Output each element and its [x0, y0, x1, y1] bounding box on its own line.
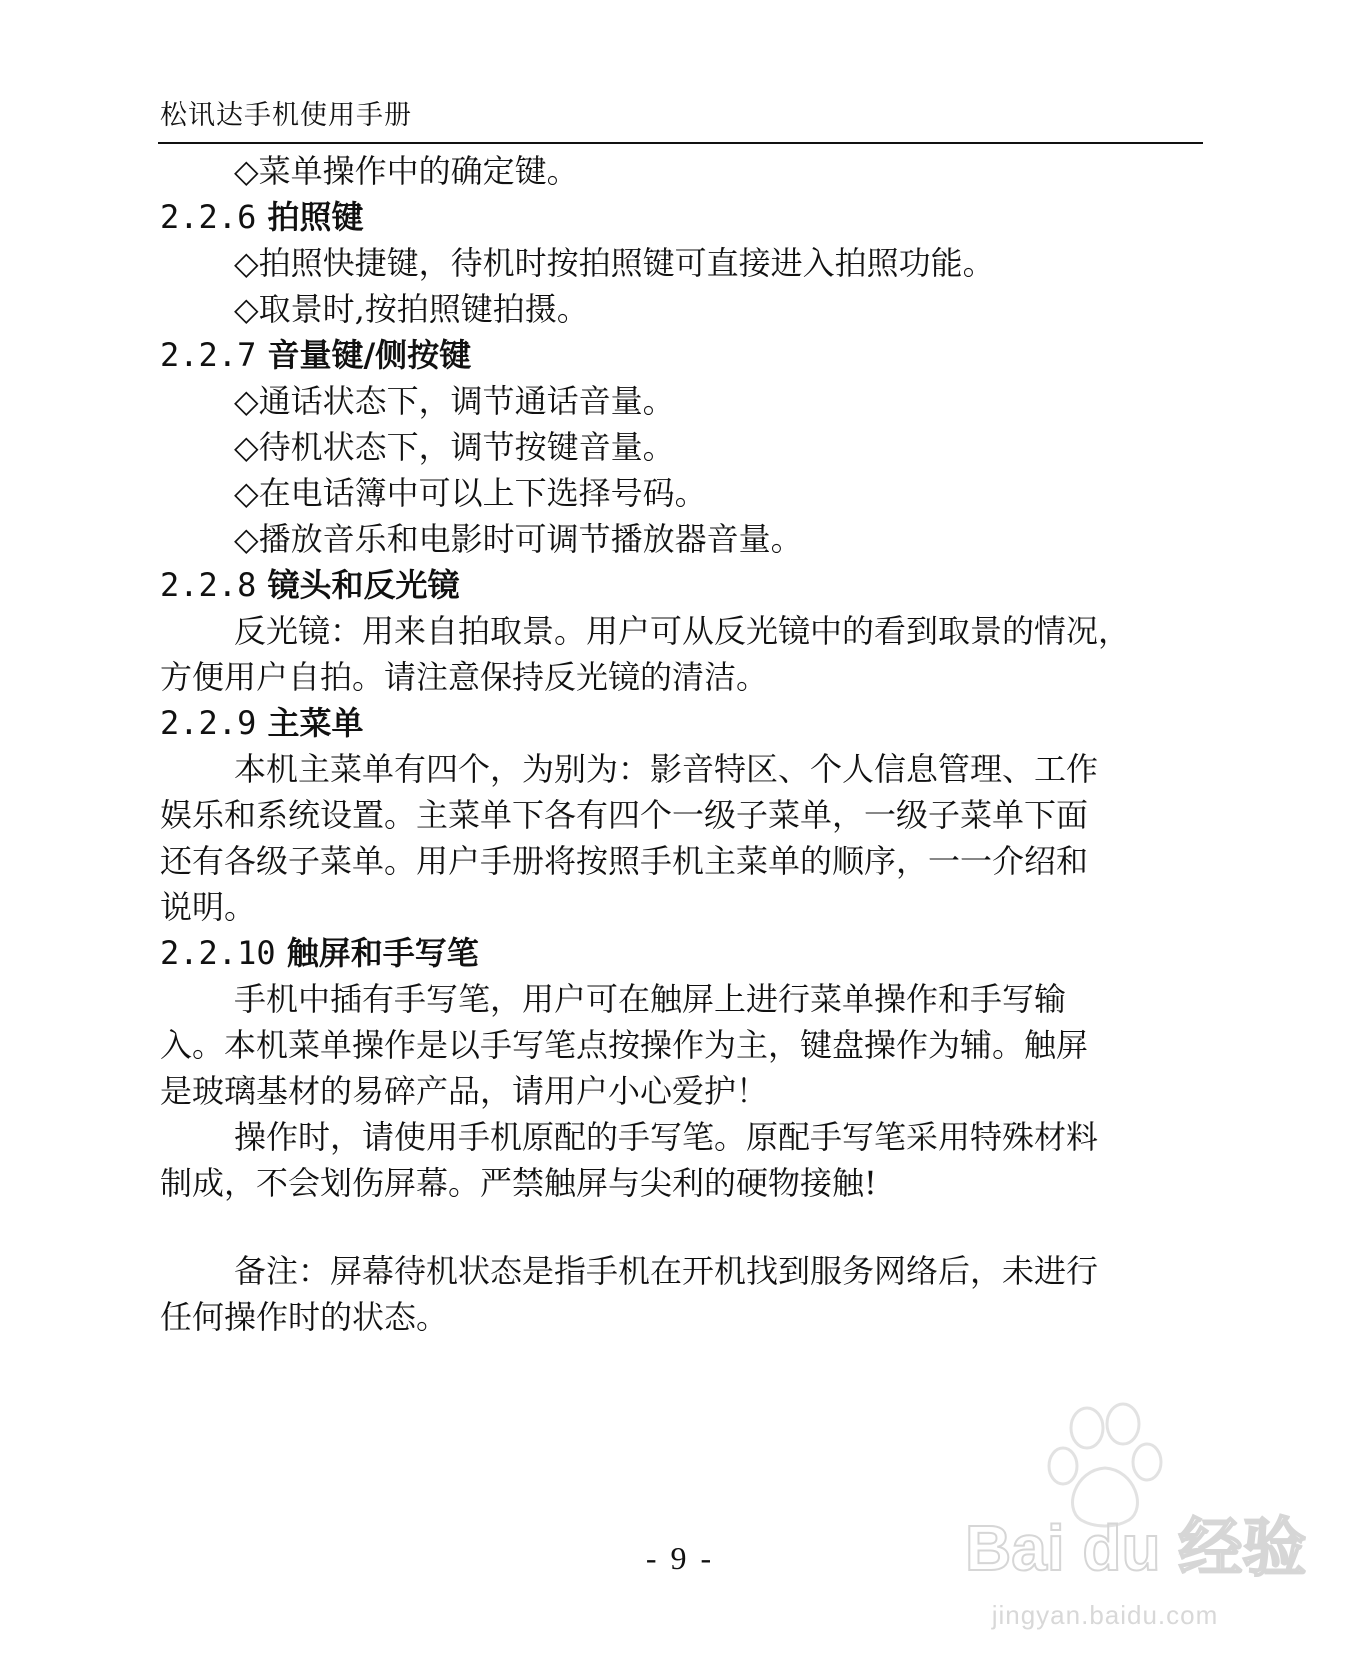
baidu-watermark-logo: [955, 1390, 1307, 1620]
bullet-line: ◇通话状态下，调节通话音量。: [234, 382, 675, 420]
running-header: 松讯达手机使用手册: [160, 100, 412, 131]
note-line: 任何操作时的状态。: [160, 1298, 449, 1336]
section-title: 触屏和手写笔: [286, 934, 479, 972]
section-number: 2.2.6: [160, 198, 257, 236]
paragraph-line: 手机中插有手写笔，用户可在触屏上进行菜单操作和手写输: [234, 980, 1067, 1018]
section-title: 镜头和反光镜: [267, 566, 460, 604]
spacer: [160, 1206, 1200, 1248]
section-title: 拍照键: [267, 198, 364, 236]
section-number: 2.2.10: [160, 934, 276, 972]
page-body: [160, 148, 1200, 1340]
section-heading-2-2-6: [160, 194, 1200, 240]
paragraph-line: 本机主菜单有四个，为别为：影音特区、个人信息管理、工作: [234, 750, 1099, 788]
bullet-line: ◇取景时,按拍照键拍摄。: [234, 290, 589, 328]
page-number: - 9 -: [645, 1540, 715, 1576]
section-title: 音量键/侧按键: [267, 336, 472, 374]
bullet-line: ◇播放音乐和电影时可调节播放器音量。: [234, 520, 803, 558]
watermark-url: jingyan.baidu.com: [991, 1600, 1219, 1630]
section-number: 2.2.9: [160, 704, 257, 742]
paragraph-line: 入。本机菜单操作是以手写笔点按操作为主，键盘操作为辅。触屏: [160, 1026, 1089, 1064]
paragraph-line: 是玻璃基材的易碎产品，请用户小心爱护！: [160, 1072, 769, 1110]
bullet-line: ◇待机状态下，调节按键音量。: [234, 428, 675, 466]
bullet-line: ◇拍照快捷键，待机时按拍照键可直接进入拍照功能。: [234, 244, 995, 282]
paragraph-line: 制成，不会划伤屏幕。严禁触屏与尖利的硬物接触!: [160, 1164, 877, 1202]
section-title: 主菜单: [267, 704, 364, 742]
bullet-line: ◇菜单操作中的确定键。: [234, 152, 579, 190]
note-line: 备注：屏幕待机状态是指手机在开机找到服务网络后，未进行: [234, 1252, 1099, 1290]
paragraph-line: 娱乐和系统设置。主菜单下各有四个一级子菜单，一级子菜单下面: [160, 796, 1089, 834]
bullet-line: ◇在电话簿中可以上下选择号码。: [234, 474, 707, 512]
paragraph-line: 操作时，请使用手机原配的手写笔。原配手写笔采用特殊材料: [234, 1118, 1099, 1156]
paragraph-line: 反光镜：用来自拍取景。用户可从反光镜中的看到取景的情况，: [234, 612, 1131, 650]
section-heading-2-2-7: [160, 332, 1200, 378]
paragraph-line: 说明。: [160, 888, 257, 926]
paragraph-line: 方便用户自拍。请注意保持反光镜的清洁。: [160, 658, 769, 696]
section-number: 2.2.7: [160, 336, 257, 374]
paragraph-line: 还有各级子菜单。用户手册将按照手机主菜单的顺序，一一介绍和: [160, 842, 1089, 880]
watermark-logo-text: Bai du 经验: [965, 1512, 1307, 1584]
section-heading-2-2-8: [160, 562, 1200, 608]
header-rule: [158, 142, 1203, 144]
section-number: 2.2.8: [160, 566, 257, 604]
section-heading-2-2-10: [160, 930, 1200, 976]
section-heading-2-2-9: [160, 700, 1200, 746]
